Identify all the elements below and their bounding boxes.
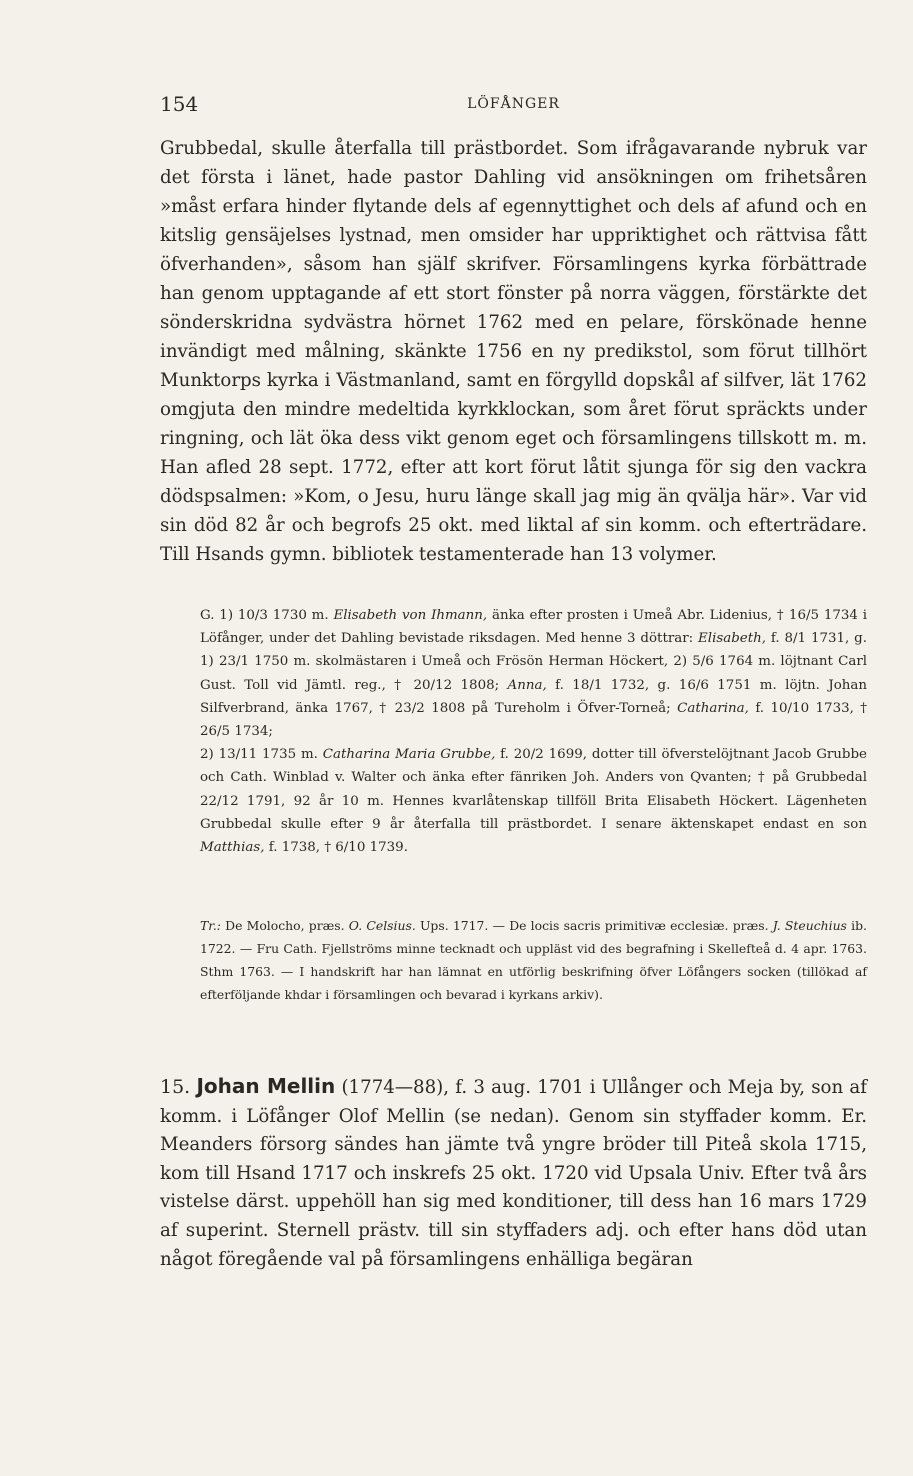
entry-text: (1774—88), f. 3 aug. 1701 i Ullånger och Meja by, son af komm. i Löfånger Olof Mellin (se nedan). Genom sin styffader komm. Er. Meanders försorg sändes han jämte två yngre bröder till Piteå skola 1715, kom till Hsand 1717 och inskrefs 25 okt. 1720 vid Upsala Univ. Efter två års vistelse därst. uppehöll han sig med konditioner, till dess han 16 mars 1729 af superint. Sternell prästv. till sin styffaders adj. och efter hans död utan något föregående val på församlingens enhälliga begäran bbox=[160, 1077, 867, 1270]
entry-number: 15. bbox=[160, 1076, 191, 1098]
body-paragraph: Grubbedal, skulle återfalla till prästbordet. Som ifrågavarande nybruk var det första i länet, hade pastor Dahling vid ansökningen om frihetsåren »måst erfara hinder flytande dels af egennyttighet och dels af afund och en kitslig gensäjelses lystnad, men omsider har uppriktighet och rättvisa fått öfverhanden», såsom han själf skrifver. Församlingens kyrka förbättrade han genom upptagande af ett stort fönster på norra väggen, förstärkte det sönderskridna sydvästra hörnet 1762 med en pelare, förskönade henne invändigt med målning, skänkte 1756 en ny predikstol, som förut tillhört Munktorps kyrka i Västmanland, samt en förgylld dopskål af silfver, lät 1762 omgjuta den mindre medeltida kyrkklockan, som året förut spräckts under ringning, och lät öka dess vikt genom eget och församlingens tillskott m. m. Han afled 28 sept. 1772, efter att kort förut låtit sjunga för sig den vackra dödspsalmen: »Kom, o Jesu, huru länge skall jag mig än qvälja här». Var vid sin död 82 år och begrofs 25 okt. med liktal af sin komm. och efterträdare. Till Hsands gymn. bibliotek testamenterade han 13 volymer. bbox=[160, 138, 867, 565]
sources-note: Tr.: De Molocho, præs. O. Celsius. Ups. 1717. — De locis sacris primitivæ ecclesiæ. præs. J. Steuchius ib. 1722. — Fru Cath. Fjellströms minne tecknadt och uppläst vid des begrafning i Skellefteå d. 4 apr. 1763. Sthm 1763. — I handskrift har han lämnat en utförlig beskrifning öfver Löfångers socken (tillökad af efterföljande khdar i församlingen och bevarad i kyrkans arkiv). bbox=[200, 918, 867, 1002]
footnote-marriages bbox=[200, 604, 867, 859]
page-number: 154 bbox=[160, 92, 199, 116]
footnote-second-marriage: 2) 13/11 1735 m. Catharina Maria Grubbe, f. 20/2 1699, dotter till öfverstelöjtnant Jacob Grubbe och Cath. Winblad v. Walter och änka efter fänriken Joh. Anders von Qvanten; † på Grubbedal 22/12 1791, 92 år 10 m. Hennes kvarlåtenskap tillföll Brita Elisabeth Höckert. Lägenheten Grubbedal skulle efter 9 år återfalla till prästbordet. I senare äktenskapet endast en son Matthias, f. 1738, † 6/10 1739. bbox=[200, 747, 867, 856]
footnote-first-marriage: G. 1) 10/3 1730 m. Elisabeth von Ihmann, änka efter prosten i Umeå Abr. Lidenius, † 16/5 1734 i Löfånger, under det Dahling bevistade riksdagen. Med henne 3 döttrar: Elisabeth, f. 8/1 1731, g. 1) 23/1 1750 m. skolmästaren i Umeå och Frösön Herman Höckert, 2) 5/6 1764 m. löjtnant Carl Gust. Toll vid Jämtl. reg., † 20/12 1808; Anna, f. 18/1 1732, g. 16/6 1751 m. löjtn. Johan Silfverbrand, änka 1767, † 23/2 1808 på Tureholm i Öfver-Torneå; Catharina, f. 10/10 1733, † 26/5 1734; bbox=[200, 608, 868, 740]
running-title: LÖFÅNGER bbox=[467, 96, 560, 112]
entry-name: Johan Mellin bbox=[196, 1074, 336, 1098]
page-header bbox=[160, 92, 867, 116]
entry-johan-mellin bbox=[160, 1072, 867, 1274]
sources-label: Tr.: bbox=[200, 918, 221, 933]
